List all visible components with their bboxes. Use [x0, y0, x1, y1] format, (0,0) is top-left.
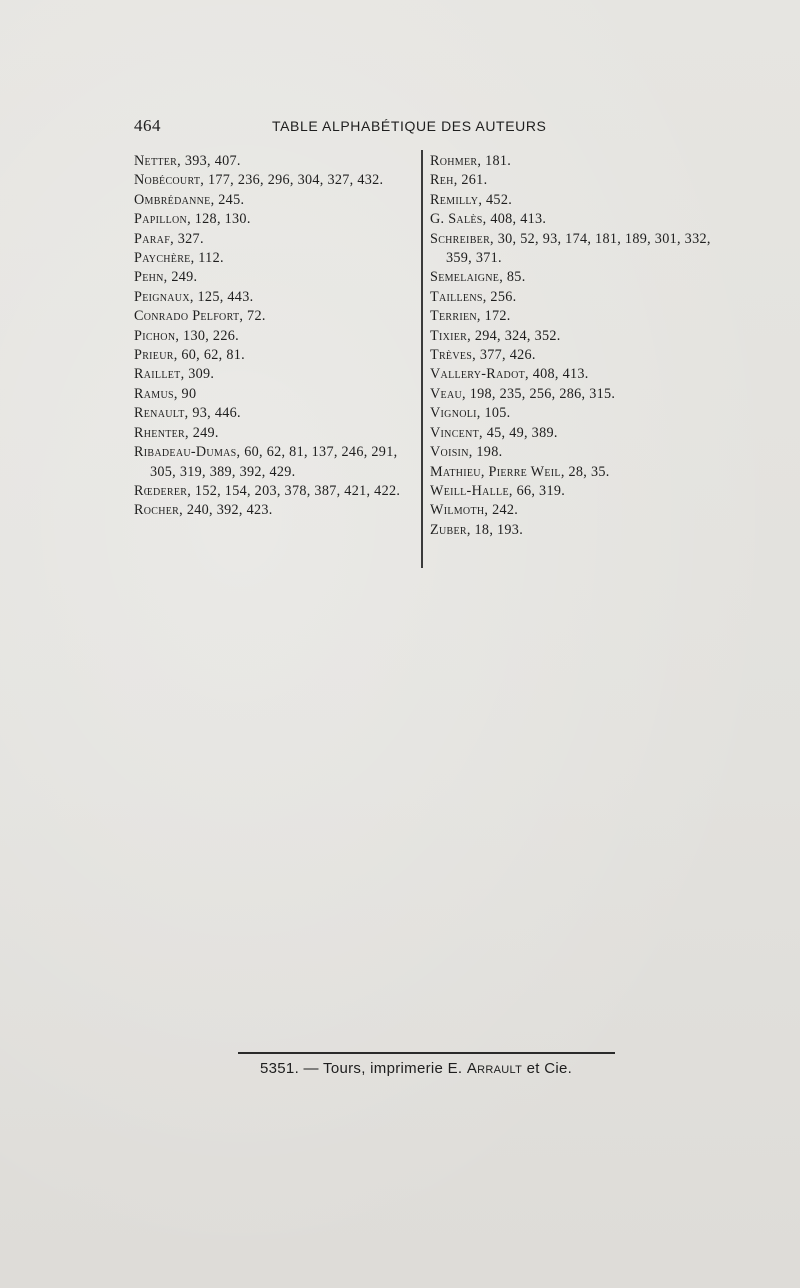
author-name: Nobécourt — [134, 172, 201, 189]
index-entry — [134, 443, 412, 482]
page-references: , 105. — [476, 405, 511, 422]
author-name: Terrien — [430, 308, 477, 325]
author-name: Renault — [134, 405, 185, 422]
author-name: Ombrédanne — [134, 191, 211, 208]
page-number: 464 — [134, 116, 161, 135]
index-entry — [430, 152, 730, 171]
author-name: Mathieu, Pierre Weil — [430, 463, 561, 480]
author-name: Trèves — [430, 347, 473, 364]
page-references: , 177, 236, 296, 304, 327, 432. — [200, 172, 384, 189]
author-name: Rocher — [134, 502, 180, 519]
imprint-dash: — — [303, 1060, 319, 1077]
index-entry — [430, 268, 730, 287]
index-entry — [430, 230, 730, 269]
index-entry — [430, 288, 730, 307]
index-entry — [134, 385, 412, 404]
page-references: , 60, 62, 81. — [173, 347, 245, 364]
page-references: , 261. — [453, 172, 488, 189]
running-head: TABLE ALPHABÉTIQUE DES AUTEURS — [272, 118, 547, 134]
author-name: Weill-Halle — [430, 482, 509, 499]
page-references: , 256. — [482, 288, 517, 305]
author-name: Raillet — [134, 366, 181, 383]
page-references: , 181. — [477, 153, 512, 169]
imprint-suffix: et Cie. — [526, 1060, 573, 1077]
index-entry — [430, 346, 730, 365]
page-references: , 198, 235, 256, 286, 315. — [462, 385, 616, 402]
author-name: Taillens — [430, 288, 483, 305]
page-references: , 309. — [180, 366, 215, 383]
page-references: , 45, 49, 389. — [479, 424, 558, 441]
author-name: Paraf — [134, 230, 171, 247]
index-entry — [134, 288, 412, 307]
page-references: , 72. — [239, 308, 266, 325]
author-name: Rhenter — [134, 424, 186, 441]
page-references: , 198. — [468, 444, 503, 461]
page-references: , 240, 392, 423. — [179, 502, 273, 519]
page-references: , 245. — [210, 191, 245, 208]
author-name: Schreiber — [430, 230, 491, 247]
index-entry — [430, 424, 730, 443]
author-name: Rohmer — [430, 153, 478, 169]
page-references: , 85. — [499, 269, 526, 286]
index-entry — [430, 521, 730, 540]
author-name: Vincent — [430, 424, 480, 441]
index-entry — [430, 210, 730, 229]
index-entry — [134, 230, 412, 249]
index-entry — [430, 385, 730, 404]
index-entry — [134, 249, 412, 268]
page-references: , 249. — [185, 424, 219, 441]
page-references: , 242. — [484, 502, 519, 519]
author-name: Paychère — [134, 250, 191, 267]
page-references: , 377, 426. — [472, 347, 536, 364]
author-name: Reh — [430, 172, 454, 189]
index-entry — [134, 152, 412, 171]
author-name: Pehn — [134, 269, 164, 286]
author-name: G. Salès — [430, 211, 483, 228]
index-entry — [430, 482, 730, 501]
index-entry — [134, 210, 412, 229]
author-name: Wilmoth — [430, 502, 485, 519]
index-entry — [430, 191, 730, 210]
page-references: , 28, 35. — [560, 463, 610, 480]
author-name: Pichon — [134, 327, 176, 344]
imprint-printer: Arrault — [466, 1060, 523, 1077]
index-entry — [134, 501, 412, 520]
page-references: , 30, 52, 93, 174, 181, 189, 301, 332, 359, 371. — [446, 230, 711, 267]
author-name: Peignaux — [134, 288, 190, 305]
index-entry — [430, 171, 730, 190]
index-entry — [430, 501, 730, 520]
index-entry — [134, 404, 412, 423]
imprint-number: 5351. — [260, 1060, 300, 1077]
author-name: Voisin — [430, 444, 469, 461]
imprint-city: Tours, imprimerie E. — [323, 1060, 463, 1077]
page-references: , 452. — [478, 191, 513, 208]
index-entry — [134, 346, 412, 365]
author-name: Remilly — [430, 191, 479, 208]
page-references: , 128, 130. — [187, 211, 251, 228]
index-entry — [134, 482, 412, 501]
index-entry — [430, 404, 730, 423]
page-references: , 90 — [173, 385, 197, 402]
author-name: Ramus — [134, 385, 174, 402]
author-name: Veau — [430, 385, 462, 402]
author-name: Ribadeau-Dumas — [134, 444, 237, 461]
author-name: Vallery-Radot — [430, 366, 525, 383]
author-name: Semelaigne — [430, 269, 500, 286]
index-entry — [430, 365, 730, 384]
index-entry — [430, 463, 730, 482]
page-references: , 66, 319. — [508, 482, 566, 499]
page-references: , 327. — [170, 230, 204, 247]
author-name: Vignoli — [430, 405, 477, 422]
page-references: , 60, 62, 81, 137, 246, 291, 305, 319, 389, 392, 429. — [150, 444, 398, 480]
author-name: Conrado Pelfort — [134, 308, 240, 325]
index-entry — [134, 307, 412, 326]
page-references: , 130, 226. — [175, 327, 239, 344]
index-entry — [134, 171, 412, 190]
index-entry — [430, 307, 730, 326]
author-name: Tixier — [430, 327, 468, 344]
index-entry — [134, 424, 412, 443]
index-entry — [134, 191, 412, 210]
page-references: , 408, 413. — [525, 366, 589, 383]
index-entry — [430, 327, 730, 346]
index-column-left — [134, 152, 412, 521]
author-name: Rœderer — [134, 482, 188, 499]
page-references: , 172. — [476, 308, 511, 325]
page-references: , 408, 413. — [482, 211, 547, 228]
index-entry — [134, 327, 412, 346]
page-references: , 125, 443. — [189, 288, 254, 305]
index-column-right — [430, 152, 730, 540]
author-name: Prieur — [134, 347, 174, 364]
page-references: , 393, 407. — [177, 153, 241, 169]
page-references: , 249. — [163, 269, 198, 286]
printer-imprint — [260, 1060, 572, 1077]
index-entry — [134, 365, 412, 384]
author-name: Netter — [134, 153, 178, 169]
author-name: Zuber — [430, 521, 467, 538]
footer-rule — [238, 1052, 615, 1054]
page-references: , 112. — [190, 250, 224, 267]
page-references: , 294, 324, 352. — [467, 327, 561, 344]
page-references: , 93, 446. — [184, 405, 241, 422]
page-references: , 18, 193. — [466, 521, 524, 538]
index-entry — [430, 443, 730, 462]
index-entry — [134, 268, 412, 287]
column-divider — [421, 150, 423, 568]
author-name: Papillon — [134, 211, 188, 228]
page-references: , 152, 154, 203, 378, 387, 421, 422. — [187, 482, 401, 499]
